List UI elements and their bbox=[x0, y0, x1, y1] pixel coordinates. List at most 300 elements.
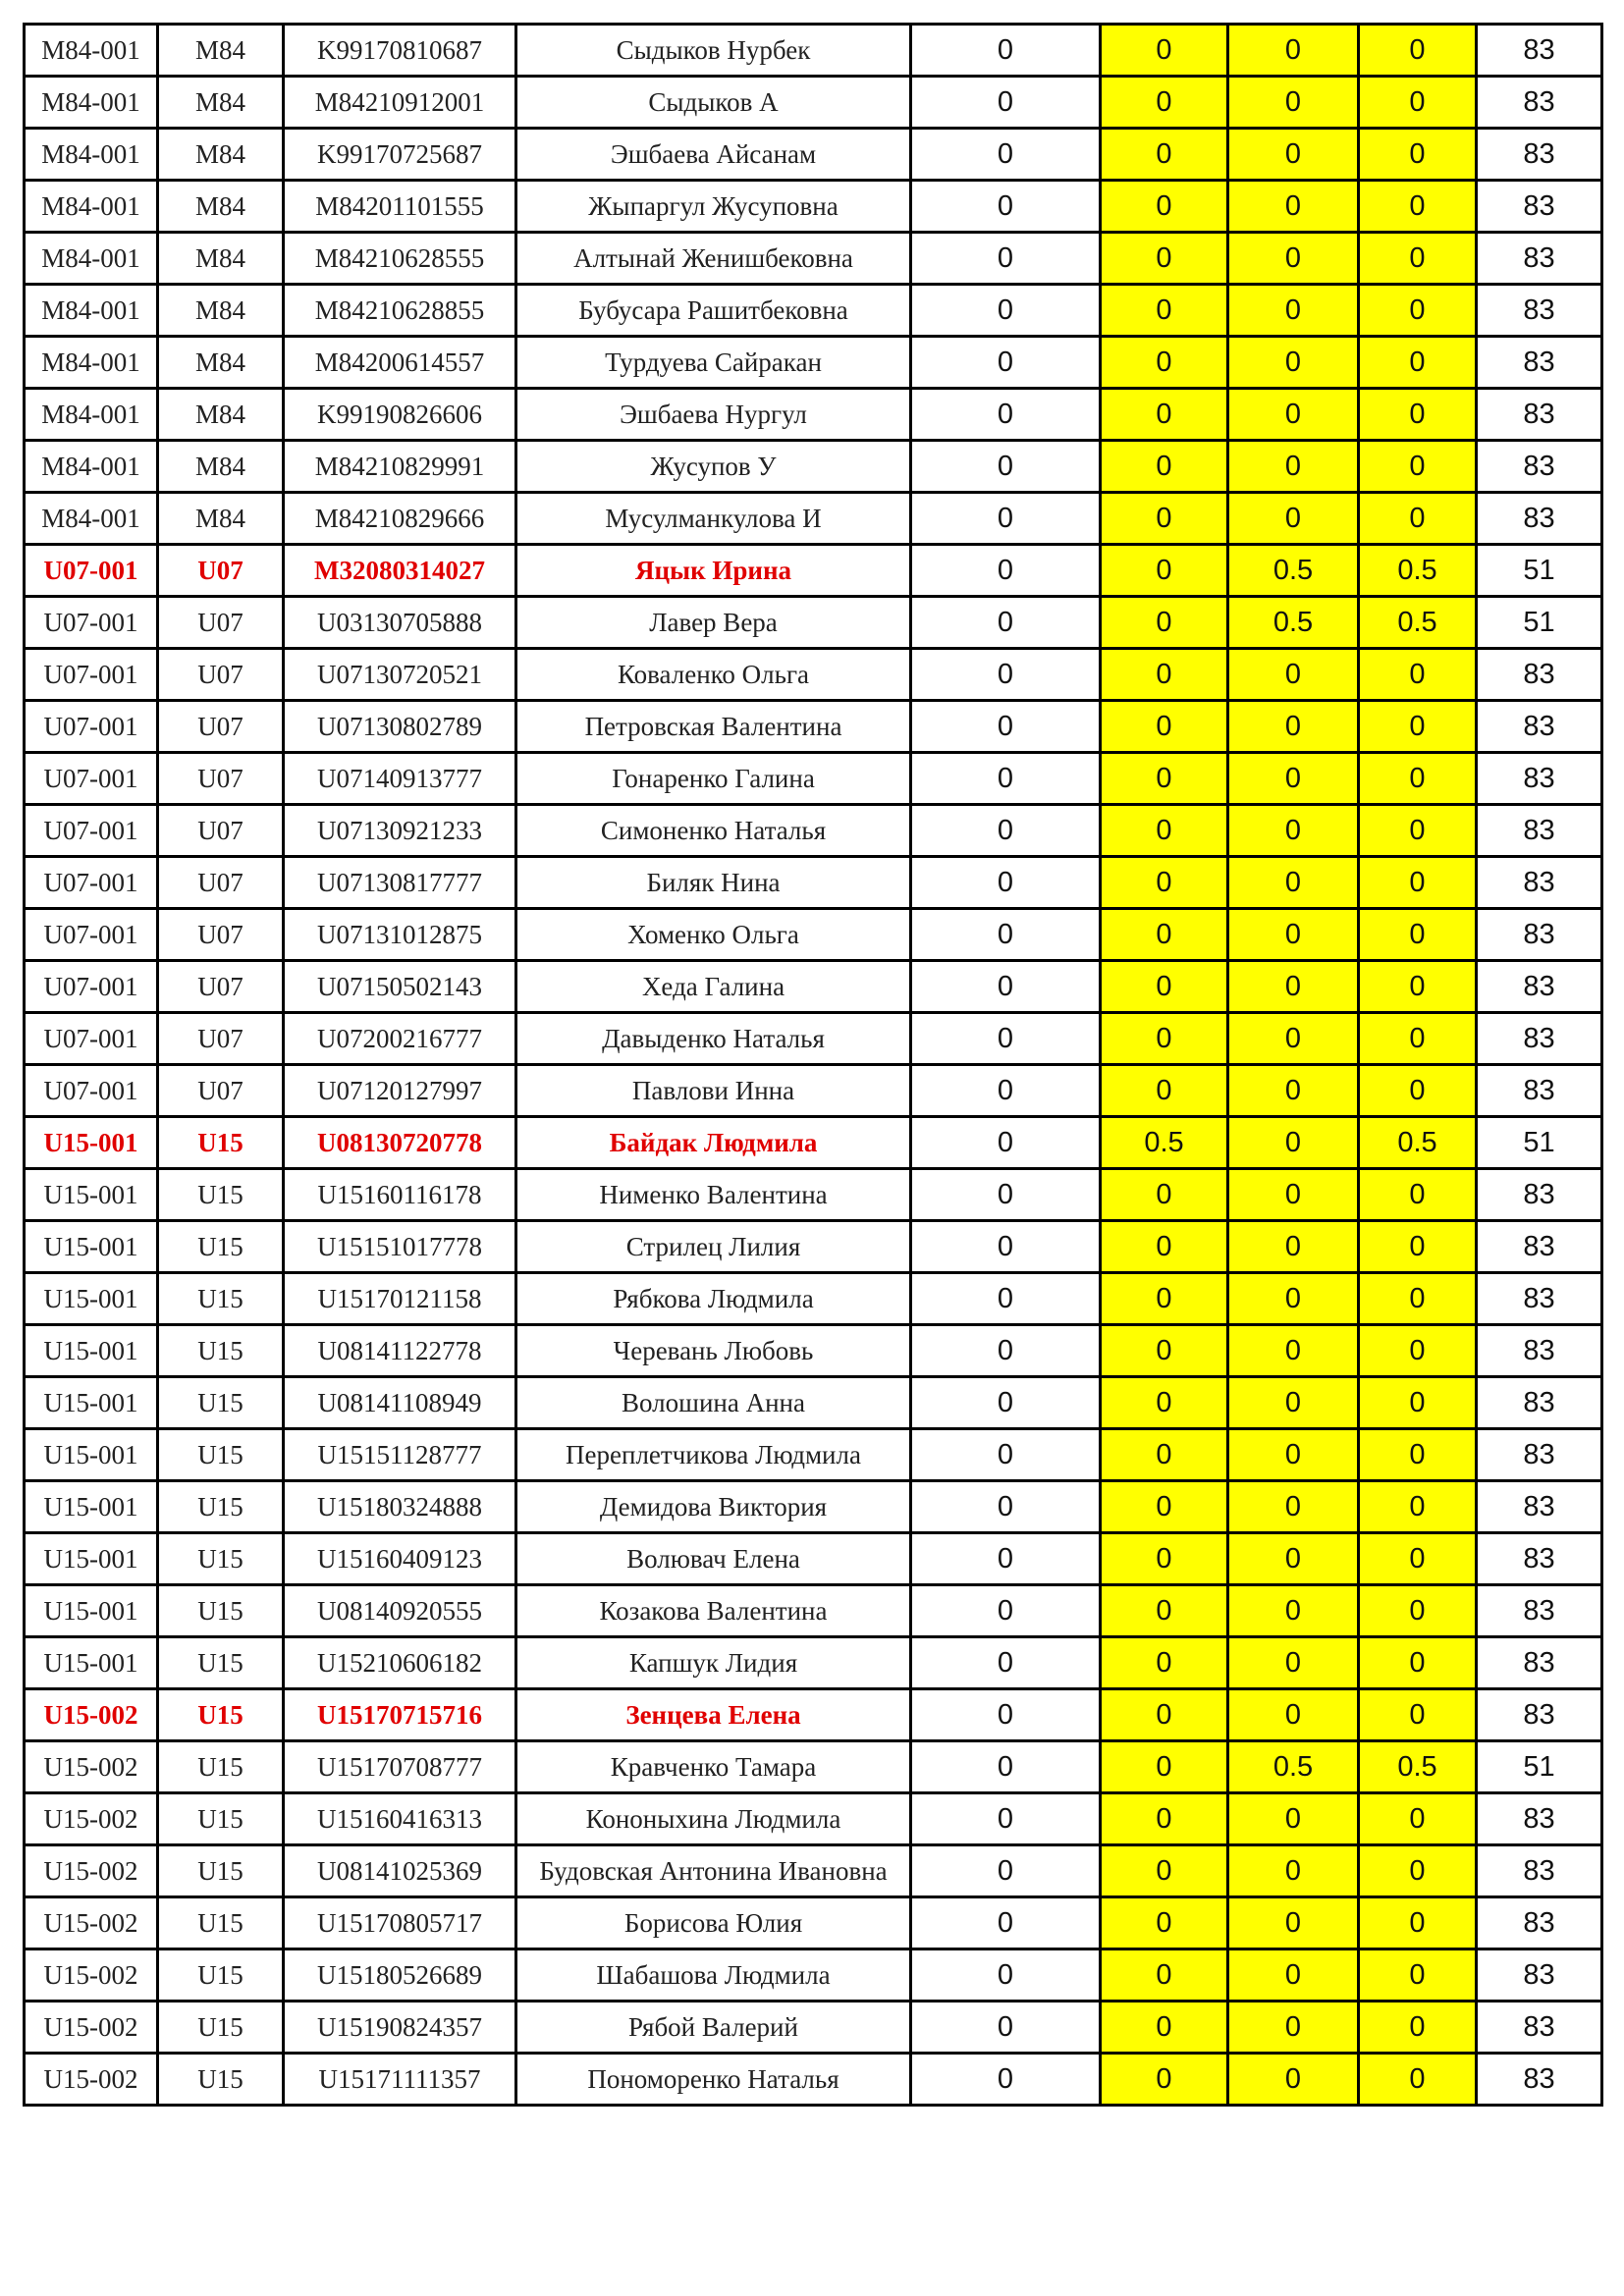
name-cell: Пономоренко Наталья bbox=[516, 2054, 911, 2106]
value-col-3-cell: 0.5 bbox=[1228, 597, 1359, 649]
total-cell: 83 bbox=[1477, 1897, 1602, 1949]
name-cell: Волошина Анна bbox=[516, 1377, 911, 1429]
value-col-1-cell: 0 bbox=[911, 389, 1101, 441]
total-cell: 83 bbox=[1477, 493, 1602, 545]
value-col-4-cell: 0 bbox=[1359, 1689, 1477, 1741]
group-code-cell: M84-001 bbox=[25, 233, 158, 285]
value-col-3-cell: 0 bbox=[1228, 1637, 1359, 1689]
name-cell: Демидова Виктория bbox=[516, 1481, 911, 1533]
total-cell: 83 bbox=[1477, 753, 1602, 805]
name-cell: Сыдыков А bbox=[516, 77, 911, 129]
value-col-4-cell: 0 bbox=[1359, 909, 1477, 961]
name-cell: Рябой Валерий bbox=[516, 2002, 911, 2054]
value-col-1-cell: 0 bbox=[911, 2054, 1101, 2106]
id-cell: U08130720778 bbox=[284, 1117, 516, 1169]
group-code-cell: U07-001 bbox=[25, 961, 158, 1013]
name-cell: Борисова Юлия bbox=[516, 1897, 911, 1949]
value-col-1-cell: 0 bbox=[911, 77, 1101, 129]
total-cell: 51 bbox=[1477, 1741, 1602, 1793]
value-col-2-cell: 0 bbox=[1101, 285, 1228, 337]
value-col-4-cell: 0 bbox=[1359, 285, 1477, 337]
value-col-3-cell: 0 bbox=[1228, 493, 1359, 545]
id-cell: U15160409123 bbox=[284, 1533, 516, 1585]
name-cell: Рябкова Людмила bbox=[516, 1273, 911, 1325]
group-code-cell: U07-001 bbox=[25, 545, 158, 597]
value-col-3-cell: 0 bbox=[1228, 1845, 1359, 1897]
group-code-cell: U15-002 bbox=[25, 1741, 158, 1793]
name-cell: Яцык Ирина bbox=[516, 545, 911, 597]
value-col-3-cell: 0 bbox=[1228, 1169, 1359, 1221]
total-cell: 83 bbox=[1477, 857, 1602, 909]
value-col-1-cell: 0 bbox=[911, 1793, 1101, 1845]
table-row bbox=[25, 1065, 1602, 1117]
total-cell: 83 bbox=[1477, 1013, 1602, 1065]
table-row bbox=[25, 77, 1602, 129]
value-col-4-cell: 0 bbox=[1359, 1897, 1477, 1949]
value-col-2-cell: 0 bbox=[1101, 1221, 1228, 1273]
region-code-cell: U15 bbox=[158, 1637, 284, 1689]
value-col-2-cell: 0 bbox=[1101, 701, 1228, 753]
id-cell: U07130921233 bbox=[284, 805, 516, 857]
value-col-4-cell: 0 bbox=[1359, 1013, 1477, 1065]
value-col-4-cell: 0 bbox=[1359, 2002, 1477, 2054]
value-col-1-cell: 0 bbox=[911, 857, 1101, 909]
group-code-cell: U15-002 bbox=[25, 1845, 158, 1897]
total-cell: 83 bbox=[1477, 961, 1602, 1013]
id-cell: U15151017778 bbox=[284, 1221, 516, 1273]
name-cell: Стрилец Лилия bbox=[516, 1221, 911, 1273]
region-code-cell: U15 bbox=[158, 1585, 284, 1637]
group-code-cell: U07-001 bbox=[25, 753, 158, 805]
value-col-1-cell: 0 bbox=[911, 1741, 1101, 1793]
value-col-2-cell: 0 bbox=[1101, 1533, 1228, 1585]
total-cell: 83 bbox=[1477, 233, 1602, 285]
value-col-1-cell: 0 bbox=[911, 909, 1101, 961]
value-col-2-cell: 0 bbox=[1101, 805, 1228, 857]
group-code-cell: M84-001 bbox=[25, 129, 158, 181]
table-row bbox=[25, 233, 1602, 285]
table-row bbox=[25, 441, 1602, 493]
name-cell: Хоменко Ольга bbox=[516, 909, 911, 961]
total-cell: 83 bbox=[1477, 1429, 1602, 1481]
value-col-2-cell: 0 bbox=[1101, 1169, 1228, 1221]
id-cell: U15210606182 bbox=[284, 1637, 516, 1689]
value-col-1-cell: 0 bbox=[911, 649, 1101, 701]
group-code-cell: U15-002 bbox=[25, 1949, 158, 2002]
id-cell: U15170805717 bbox=[284, 1897, 516, 1949]
value-col-1-cell: 0 bbox=[911, 441, 1101, 493]
group-code-cell: U07-001 bbox=[25, 1013, 158, 1065]
region-code-cell: U15 bbox=[158, 1741, 284, 1793]
value-col-1-cell: 0 bbox=[911, 961, 1101, 1013]
value-col-3-cell: 0 bbox=[1228, 1481, 1359, 1533]
group-code-cell: M84-001 bbox=[25, 285, 158, 337]
value-col-2-cell: 0 bbox=[1101, 545, 1228, 597]
id-cell: M84210829666 bbox=[284, 493, 516, 545]
value-col-2-cell: 0 bbox=[1101, 77, 1228, 129]
region-code-cell: U15 bbox=[158, 1273, 284, 1325]
name-cell: Зенцева Елена bbox=[516, 1689, 911, 1741]
value-col-1-cell: 0 bbox=[911, 597, 1101, 649]
group-code-cell: U15-001 bbox=[25, 1221, 158, 1273]
value-col-2-cell: 0 bbox=[1101, 1377, 1228, 1429]
name-cell: Козакова Валентина bbox=[516, 1585, 911, 1637]
value-col-4-cell: 0 bbox=[1359, 753, 1477, 805]
table-row bbox=[25, 2054, 1602, 2106]
value-col-1-cell: 0 bbox=[911, 1325, 1101, 1377]
group-code-cell: U15-001 bbox=[25, 1377, 158, 1429]
value-col-4-cell: 0.5 bbox=[1359, 597, 1477, 649]
name-cell: Будовская Антонина Ивановна bbox=[516, 1845, 911, 1897]
value-col-1-cell: 0 bbox=[911, 1585, 1101, 1637]
total-cell: 83 bbox=[1477, 77, 1602, 129]
value-col-4-cell: 0.5 bbox=[1359, 1117, 1477, 1169]
region-code-cell: U15 bbox=[158, 1533, 284, 1585]
value-col-4-cell: 0 bbox=[1359, 1169, 1477, 1221]
value-col-4-cell: 0 bbox=[1359, 1585, 1477, 1637]
region-code-cell: U15 bbox=[158, 1897, 284, 1949]
value-col-4-cell: 0 bbox=[1359, 805, 1477, 857]
name-cell: Волювач Елена bbox=[516, 1533, 911, 1585]
value-col-4-cell: 0 bbox=[1359, 961, 1477, 1013]
total-cell: 83 bbox=[1477, 441, 1602, 493]
value-col-4-cell: 0.5 bbox=[1359, 1741, 1477, 1793]
id-cell: U15151128777 bbox=[284, 1429, 516, 1481]
table-row bbox=[25, 701, 1602, 753]
group-code-cell: U15-001 bbox=[25, 1273, 158, 1325]
total-cell: 83 bbox=[1477, 649, 1602, 701]
table-row bbox=[25, 1273, 1602, 1325]
total-cell: 83 bbox=[1477, 1169, 1602, 1221]
value-col-4-cell: 0 bbox=[1359, 1845, 1477, 1897]
total-cell: 83 bbox=[1477, 1949, 1602, 2002]
table-row bbox=[25, 1793, 1602, 1845]
value-col-2-cell: 0 bbox=[1101, 2054, 1228, 2106]
value-col-1-cell: 0 bbox=[911, 2002, 1101, 2054]
value-col-3-cell: 0 bbox=[1228, 909, 1359, 961]
group-code-cell: U15-002 bbox=[25, 1793, 158, 1845]
id-cell: U15170715716 bbox=[284, 1689, 516, 1741]
region-code-cell: U15 bbox=[158, 1221, 284, 1273]
region-code-cell: U07 bbox=[158, 753, 284, 805]
id-cell: U15180324888 bbox=[284, 1481, 516, 1533]
value-col-1-cell: 0 bbox=[911, 493, 1101, 545]
value-col-1-cell: 0 bbox=[911, 1533, 1101, 1585]
id-cell: K99170725687 bbox=[284, 129, 516, 181]
region-code-cell: M84 bbox=[158, 441, 284, 493]
id-cell: U15160416313 bbox=[284, 1793, 516, 1845]
total-cell: 83 bbox=[1477, 1533, 1602, 1585]
name-cell: Бубусара Рашитбековна bbox=[516, 285, 911, 337]
table-row bbox=[25, 25, 1602, 77]
value-col-3-cell: 0 bbox=[1228, 285, 1359, 337]
value-col-1-cell: 0 bbox=[911, 1481, 1101, 1533]
value-col-4-cell: 0 bbox=[1359, 857, 1477, 909]
data-table bbox=[23, 23, 1603, 2107]
total-cell: 83 bbox=[1477, 1585, 1602, 1637]
total-cell: 83 bbox=[1477, 909, 1602, 961]
value-col-3-cell: 0 bbox=[1228, 1429, 1359, 1481]
group-code-cell: M84-001 bbox=[25, 389, 158, 441]
value-col-4-cell: 0 bbox=[1359, 441, 1477, 493]
value-col-1-cell: 0 bbox=[911, 25, 1101, 77]
value-col-4-cell: 0 bbox=[1359, 77, 1477, 129]
value-col-4-cell: 0 bbox=[1359, 1949, 1477, 2002]
group-code-cell: U07-001 bbox=[25, 649, 158, 701]
id-cell: U07130802789 bbox=[284, 701, 516, 753]
group-code-cell: U15-001 bbox=[25, 1429, 158, 1481]
value-col-1-cell: 0 bbox=[911, 1065, 1101, 1117]
total-cell: 51 bbox=[1477, 1117, 1602, 1169]
value-col-3-cell: 0 bbox=[1228, 1689, 1359, 1741]
name-cell: Мусулманкулова И bbox=[516, 493, 911, 545]
region-code-cell: U07 bbox=[158, 805, 284, 857]
value-col-4-cell: 0 bbox=[1359, 233, 1477, 285]
value-col-2-cell: 0 bbox=[1101, 1325, 1228, 1377]
value-col-2-cell: 0 bbox=[1101, 1637, 1228, 1689]
group-code-cell: U07-001 bbox=[25, 1065, 158, 1117]
region-code-cell: U15 bbox=[158, 1117, 284, 1169]
table-row bbox=[25, 1845, 1602, 1897]
value-col-4-cell: 0 bbox=[1359, 1221, 1477, 1273]
region-code-cell: U15 bbox=[158, 1377, 284, 1429]
region-code-cell: M84 bbox=[158, 181, 284, 233]
value-col-2-cell: 0 bbox=[1101, 2002, 1228, 2054]
table-row bbox=[25, 1117, 1602, 1169]
table-row bbox=[25, 1325, 1602, 1377]
value-col-2-cell: 0 bbox=[1101, 25, 1228, 77]
value-col-1-cell: 0 bbox=[911, 545, 1101, 597]
value-col-4-cell: 0 bbox=[1359, 337, 1477, 389]
name-cell: Черевань Любовь bbox=[516, 1325, 911, 1377]
value-col-1-cell: 0 bbox=[911, 1845, 1101, 1897]
value-col-1-cell: 0 bbox=[911, 1169, 1101, 1221]
value-col-3-cell: 0 bbox=[1228, 701, 1359, 753]
region-code-cell: M84 bbox=[158, 233, 284, 285]
value-col-4-cell: 0 bbox=[1359, 129, 1477, 181]
value-col-3-cell: 0 bbox=[1228, 2002, 1359, 2054]
value-col-2-cell: 0 bbox=[1101, 181, 1228, 233]
value-col-2-cell: 0 bbox=[1101, 441, 1228, 493]
region-code-cell: U07 bbox=[158, 701, 284, 753]
value-col-3-cell: 0 bbox=[1228, 77, 1359, 129]
table-row bbox=[25, 1169, 1602, 1221]
value-col-2-cell: 0 bbox=[1101, 1949, 1228, 2002]
value-col-2-cell: 0 bbox=[1101, 389, 1228, 441]
region-code-cell: U15 bbox=[158, 2002, 284, 2054]
id-cell: U08140920555 bbox=[284, 1585, 516, 1637]
group-code-cell: U07-001 bbox=[25, 597, 158, 649]
value-col-4-cell: 0 bbox=[1359, 2054, 1477, 2106]
name-cell: Алтынай Женишбековна bbox=[516, 233, 911, 285]
value-col-2-cell: 0 bbox=[1101, 1273, 1228, 1325]
name-cell: Сыдыков Нурбек bbox=[516, 25, 911, 77]
value-col-2-cell: 0 bbox=[1101, 337, 1228, 389]
name-cell: Лавер Вера bbox=[516, 597, 911, 649]
total-cell: 83 bbox=[1477, 285, 1602, 337]
value-col-2-cell: 0 bbox=[1101, 1481, 1228, 1533]
value-col-4-cell: 0 bbox=[1359, 1325, 1477, 1377]
table-row bbox=[25, 1429, 1602, 1481]
value-col-1-cell: 0 bbox=[911, 1637, 1101, 1689]
value-col-2-cell: 0 bbox=[1101, 857, 1228, 909]
name-cell: Кононыхина Людмила bbox=[516, 1793, 911, 1845]
total-cell: 83 bbox=[1477, 129, 1602, 181]
total-cell: 83 bbox=[1477, 2002, 1602, 2054]
region-code-cell: U15 bbox=[158, 1793, 284, 1845]
group-code-cell: U07-001 bbox=[25, 909, 158, 961]
region-code-cell: M84 bbox=[158, 389, 284, 441]
value-col-2-cell: 0 bbox=[1101, 649, 1228, 701]
value-col-3-cell: 0 bbox=[1228, 25, 1359, 77]
table-row bbox=[25, 597, 1602, 649]
table-row bbox=[25, 545, 1602, 597]
value-col-1-cell: 0 bbox=[911, 129, 1101, 181]
table-row bbox=[25, 181, 1602, 233]
id-cell: U15180526689 bbox=[284, 1949, 516, 2002]
region-code-cell: M84 bbox=[158, 285, 284, 337]
region-code-cell: U07 bbox=[158, 1065, 284, 1117]
group-code-cell: M84-001 bbox=[25, 77, 158, 129]
value-col-2-cell: 0 bbox=[1101, 1429, 1228, 1481]
table-row bbox=[25, 1897, 1602, 1949]
total-cell: 51 bbox=[1477, 597, 1602, 649]
region-code-cell: U07 bbox=[158, 1013, 284, 1065]
value-col-3-cell: 0 bbox=[1228, 1533, 1359, 1585]
value-col-2-cell: 0 bbox=[1101, 1741, 1228, 1793]
value-col-3-cell: 0 bbox=[1228, 857, 1359, 909]
value-col-1-cell: 0 bbox=[911, 701, 1101, 753]
value-col-1-cell: 0 bbox=[911, 285, 1101, 337]
name-cell: Хеда Галина bbox=[516, 961, 911, 1013]
region-code-cell: U15 bbox=[158, 1845, 284, 1897]
id-cell: U15170708777 bbox=[284, 1741, 516, 1793]
name-cell: Давыденко Наталья bbox=[516, 1013, 911, 1065]
value-col-2-cell: 0 bbox=[1101, 753, 1228, 805]
value-col-1-cell: 0 bbox=[911, 233, 1101, 285]
name-cell: Переплетчикова Людмила bbox=[516, 1429, 911, 1481]
name-cell: Жыпаргул Жусуповна bbox=[516, 181, 911, 233]
value-col-3-cell: 0 bbox=[1228, 337, 1359, 389]
region-code-cell: U15 bbox=[158, 1429, 284, 1481]
id-cell: M84210829991 bbox=[284, 441, 516, 493]
group-code-cell: U07-001 bbox=[25, 805, 158, 857]
group-code-cell: M84-001 bbox=[25, 493, 158, 545]
table-row bbox=[25, 961, 1602, 1013]
id-cell: U07140913777 bbox=[284, 753, 516, 805]
value-col-2-cell: 0 bbox=[1101, 961, 1228, 1013]
id-cell: U08141025369 bbox=[284, 1845, 516, 1897]
group-code-cell: U07-001 bbox=[25, 857, 158, 909]
region-code-cell: U15 bbox=[158, 2054, 284, 2106]
value-col-3-cell: 0 bbox=[1228, 1897, 1359, 1949]
region-code-cell: M84 bbox=[158, 337, 284, 389]
table-row bbox=[25, 857, 1602, 909]
value-col-1-cell: 0 bbox=[911, 753, 1101, 805]
value-col-1-cell: 0 bbox=[911, 1221, 1101, 1273]
value-col-3-cell: 0 bbox=[1228, 1221, 1359, 1273]
table-row bbox=[25, 1221, 1602, 1273]
total-cell: 83 bbox=[1477, 1221, 1602, 1273]
group-code-cell: U15-001 bbox=[25, 1585, 158, 1637]
table-row bbox=[25, 649, 1602, 701]
name-cell: Байдак Людмила bbox=[516, 1117, 911, 1169]
group-code-cell: M84-001 bbox=[25, 25, 158, 77]
table-row bbox=[25, 753, 1602, 805]
table-row bbox=[25, 1637, 1602, 1689]
value-col-1-cell: 0 bbox=[911, 1689, 1101, 1741]
value-col-3-cell: 0 bbox=[1228, 649, 1359, 701]
id-cell: K99170810687 bbox=[284, 25, 516, 77]
name-cell: Турдуева Сайракан bbox=[516, 337, 911, 389]
value-col-4-cell: 0.5 bbox=[1359, 545, 1477, 597]
value-col-4-cell: 0 bbox=[1359, 1429, 1477, 1481]
table-row bbox=[25, 493, 1602, 545]
id-cell: U15170121158 bbox=[284, 1273, 516, 1325]
total-cell: 83 bbox=[1477, 701, 1602, 753]
value-col-3-cell: 0 bbox=[1228, 129, 1359, 181]
value-col-2-cell: 0 bbox=[1101, 1897, 1228, 1949]
region-code-cell: U07 bbox=[158, 857, 284, 909]
value-col-3-cell: 0 bbox=[1228, 1585, 1359, 1637]
value-col-3-cell: 0 bbox=[1228, 1793, 1359, 1845]
table-row bbox=[25, 1013, 1602, 1065]
value-col-4-cell: 0 bbox=[1359, 1793, 1477, 1845]
region-code-cell: U15 bbox=[158, 1949, 284, 2002]
value-col-4-cell: 0 bbox=[1359, 1273, 1477, 1325]
group-code-cell: U15-002 bbox=[25, 1689, 158, 1741]
id-cell: U07120127997 bbox=[284, 1065, 516, 1117]
value-col-2-cell: 0 bbox=[1101, 597, 1228, 649]
value-col-4-cell: 0 bbox=[1359, 25, 1477, 77]
value-col-3-cell: 0 bbox=[1228, 805, 1359, 857]
table-row bbox=[25, 1689, 1602, 1741]
region-code-cell: M84 bbox=[158, 129, 284, 181]
value-col-4-cell: 0 bbox=[1359, 1481, 1477, 1533]
name-cell: Гонаренко Галина bbox=[516, 753, 911, 805]
table-row bbox=[25, 1533, 1602, 1585]
value-col-2-cell: 0 bbox=[1101, 1689, 1228, 1741]
value-col-4-cell: 0 bbox=[1359, 1637, 1477, 1689]
total-cell: 51 bbox=[1477, 545, 1602, 597]
value-col-2-cell: 0 bbox=[1101, 1013, 1228, 1065]
region-code-cell: U07 bbox=[158, 545, 284, 597]
value-col-4-cell: 0 bbox=[1359, 1377, 1477, 1429]
name-cell: Шабашова Людмила bbox=[516, 1949, 911, 2002]
value-col-3-cell: 0 bbox=[1228, 2054, 1359, 2106]
id-cell: U07130720521 bbox=[284, 649, 516, 701]
region-code-cell: U07 bbox=[158, 909, 284, 961]
table-row bbox=[25, 337, 1602, 389]
value-col-3-cell: 0.5 bbox=[1228, 1741, 1359, 1793]
id-cell: U03130705888 bbox=[284, 597, 516, 649]
id-cell: K99190826606 bbox=[284, 389, 516, 441]
region-code-cell: U07 bbox=[158, 961, 284, 1013]
region-code-cell: U15 bbox=[158, 1689, 284, 1741]
id-cell: U07200216777 bbox=[284, 1013, 516, 1065]
value-col-3-cell: 0 bbox=[1228, 181, 1359, 233]
value-col-2-cell: 0 bbox=[1101, 1585, 1228, 1637]
table-row bbox=[25, 2002, 1602, 2054]
value-col-3-cell: 0 bbox=[1228, 1065, 1359, 1117]
value-col-3-cell: 0.5 bbox=[1228, 545, 1359, 597]
value-col-4-cell: 0 bbox=[1359, 649, 1477, 701]
value-col-1-cell: 0 bbox=[911, 1117, 1101, 1169]
group-code-cell: U15-001 bbox=[25, 1533, 158, 1585]
value-col-2-cell: 0 bbox=[1101, 233, 1228, 285]
group-code-cell: U15-001 bbox=[25, 1117, 158, 1169]
value-col-1-cell: 0 bbox=[911, 1377, 1101, 1429]
